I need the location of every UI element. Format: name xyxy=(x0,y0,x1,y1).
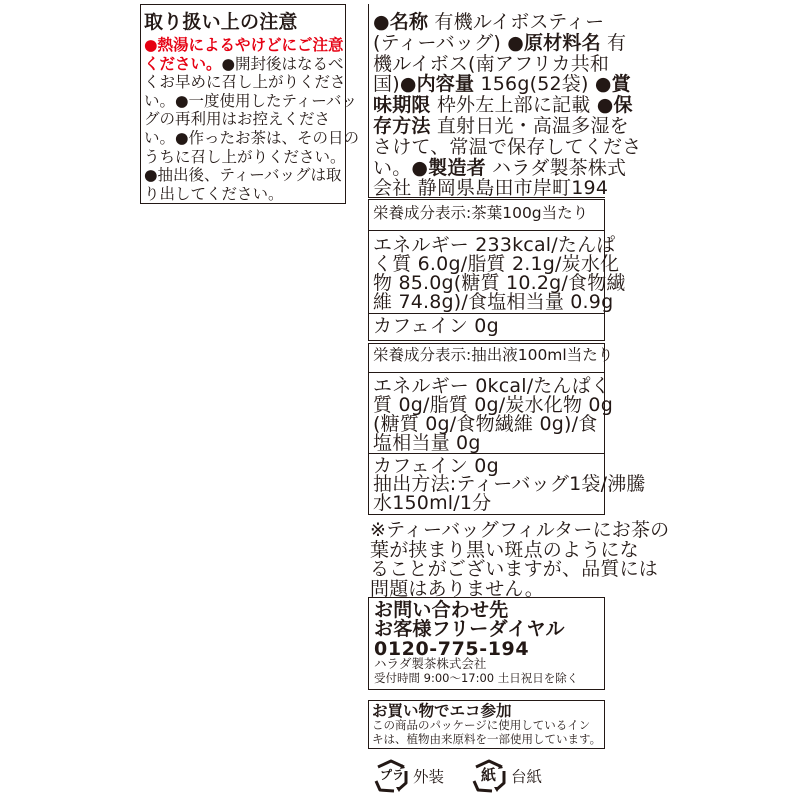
note-line: 問題はありません。 xyxy=(370,577,544,600)
product-info-line-segment: 有 xyxy=(600,31,627,54)
handling-line-segment: ●抽出後、ティーバッグは取 xyxy=(144,166,342,185)
handling-line xyxy=(144,184,284,203)
contact-hours: 受付時間 9:00～17:00 土日祝日を除く xyxy=(374,671,579,685)
handling-title: 取り扱い上の注意 xyxy=(144,11,298,33)
nutrition-leaf-body-rule xyxy=(368,313,605,314)
product-info-line xyxy=(373,31,627,54)
handling-line-segment: ●熱湯によるやけどにご注意 xyxy=(144,36,344,54)
paper-recycle-mark xyxy=(470,757,508,795)
note-line: ることがございますが、品質には xyxy=(370,558,659,580)
nutrition-leaf-line: く質 6.0g/脂質 2.1g/炭水化 xyxy=(373,253,620,275)
eco-title: お買い物でエコ参加 xyxy=(372,702,512,720)
paper-recycle-symbol: 紙 xyxy=(481,766,497,784)
contact-company: ハラダ製茶株式会社 xyxy=(374,656,487,671)
nutrition-brew-header: 栄養成分表示:抽出液100ml当たり xyxy=(373,346,614,364)
product-info-line xyxy=(373,156,627,179)
product-info-line xyxy=(373,96,633,115)
product-info-line-segment: 存方法 xyxy=(373,115,431,137)
nutrition-brew-line: 質 0g/脂質 0g/炭水化物 0g xyxy=(373,394,613,416)
product-info-line-segment: ●名称 xyxy=(373,11,429,33)
nutrition-leaf-header-rule xyxy=(368,230,605,231)
plastic-recycle-symbol: プラ xyxy=(380,768,405,782)
contact-dial-label: お客様フリーダイヤル xyxy=(374,618,565,640)
product-info-line-segment: 味期限 xyxy=(373,94,431,117)
handling-line xyxy=(144,112,330,128)
brew-method-line: 水150ml/1分 xyxy=(373,492,492,514)
handling-line-segment: くお早めに召し上がりくださ xyxy=(144,73,346,92)
handling-line-segment: り出してください。 xyxy=(144,184,284,203)
handling-line xyxy=(144,91,358,110)
handling-line-segment: い。●作ったお茶は、その日の xyxy=(144,129,360,147)
contact-phone: 0120-775-194 xyxy=(374,638,530,660)
plastic-recycle-label: 外装 xyxy=(413,768,445,786)
handling-line xyxy=(144,168,342,184)
nutrition-leaf-caffeine: カフェイン 0g xyxy=(373,315,499,337)
product-info-line-segment: ●製造者 xyxy=(411,156,486,179)
product-info-line xyxy=(373,75,631,94)
handling-line-segment: うちに召し上がりください。 xyxy=(144,147,346,166)
nutrition-brew-body-rule xyxy=(368,453,605,454)
handling-line xyxy=(144,131,359,147)
product-info-line-segment: ●保 xyxy=(596,94,633,117)
nutrition-leaf-line: エネルギー 233kcal/たんぱ xyxy=(373,234,616,256)
handling-line xyxy=(144,147,346,166)
nutrition-brew-line: (糖質 0g/食物繊維 0g)/食 xyxy=(373,413,598,435)
product-info-line-segment: ●賞 xyxy=(594,73,631,96)
contact-title: お問い合わせ先 xyxy=(374,599,509,621)
nutrition-leaf-line: 維 74.8g)/食塩相当量 0.9g xyxy=(373,291,614,313)
product-info-line xyxy=(373,179,608,198)
product-info-line-segment: 156g(52袋) xyxy=(474,73,595,96)
right-column-border xyxy=(368,4,369,198)
product-info-line xyxy=(373,13,604,32)
handling-line xyxy=(144,75,346,91)
nutrition-brew-line: 塩相当量 0g xyxy=(373,432,481,454)
nutrition-brew-line: エネルギー 0kcal/たんぱく xyxy=(373,375,611,397)
handling-line-segment: ●開封後はなるべ xyxy=(221,54,344,73)
product-info-line-segment: ハラダ製茶株式 xyxy=(485,156,627,179)
product-info-line-segment: さけて、常温で保存してくださ xyxy=(373,135,642,158)
handling-line-segment: ください。 xyxy=(144,54,222,73)
paper-recycle-label: 台紙 xyxy=(511,768,543,786)
handling-line xyxy=(144,54,344,73)
product-info-line xyxy=(373,135,642,158)
product-info-line xyxy=(373,52,610,75)
product-info-line-segment: 国) xyxy=(373,73,400,96)
product-info-line-segment: 有機ルイボスティー xyxy=(428,11,605,33)
product-info-line-segment: い。 xyxy=(373,156,412,179)
product-info-line-segment: 会社 静岡県島田市岸町194 xyxy=(373,177,609,200)
eco-line-1: この商品のパッケージに使用しているイン xyxy=(372,718,591,732)
product-info-line-segment: ●原材料名 xyxy=(507,31,601,54)
product-info-line xyxy=(373,117,629,136)
eco-line-2: キは、植物由来原料を一部使用しています。 xyxy=(372,732,602,746)
handling-line xyxy=(144,38,344,54)
product-info-line-segment: 直射日光・高温多湿を xyxy=(430,115,629,137)
nutrition-leaf-header: 栄養成分表示:茶葉100g当たり xyxy=(373,204,589,222)
nutrition-brew-caffeine: カフェイン 0g xyxy=(373,455,499,477)
plastic-recycle-mark xyxy=(372,757,410,795)
note-line: 葉が挟まり黒い斑点のようにな xyxy=(370,538,639,561)
handling-line-segment: グの再利用はお控えくださ xyxy=(144,110,331,129)
product-info-bottom-rule xyxy=(368,197,605,198)
product-info-line-segment: 機ルイボス(南アフリカ共和 xyxy=(373,52,610,75)
nutrition-brew-header-rule xyxy=(368,372,605,373)
nutrition-leaf-line: 物 85.0g(糖質 10.2g/食物繊 xyxy=(373,272,626,294)
note-line: ※ティーバッグフィルターにお茶の xyxy=(370,519,670,541)
handling-line-segment: い。●一度使用したティーバッ xyxy=(144,91,358,110)
product-info-line-segment: (ティーバッグ) xyxy=(373,31,508,54)
brew-method-line: 抽出方法:ティーバッグ1袋/沸騰 xyxy=(373,473,646,495)
product-info-line-segment: ●内容量 xyxy=(399,73,475,96)
product-info-line-segment: 枠外左上部に記載 xyxy=(430,94,597,117)
